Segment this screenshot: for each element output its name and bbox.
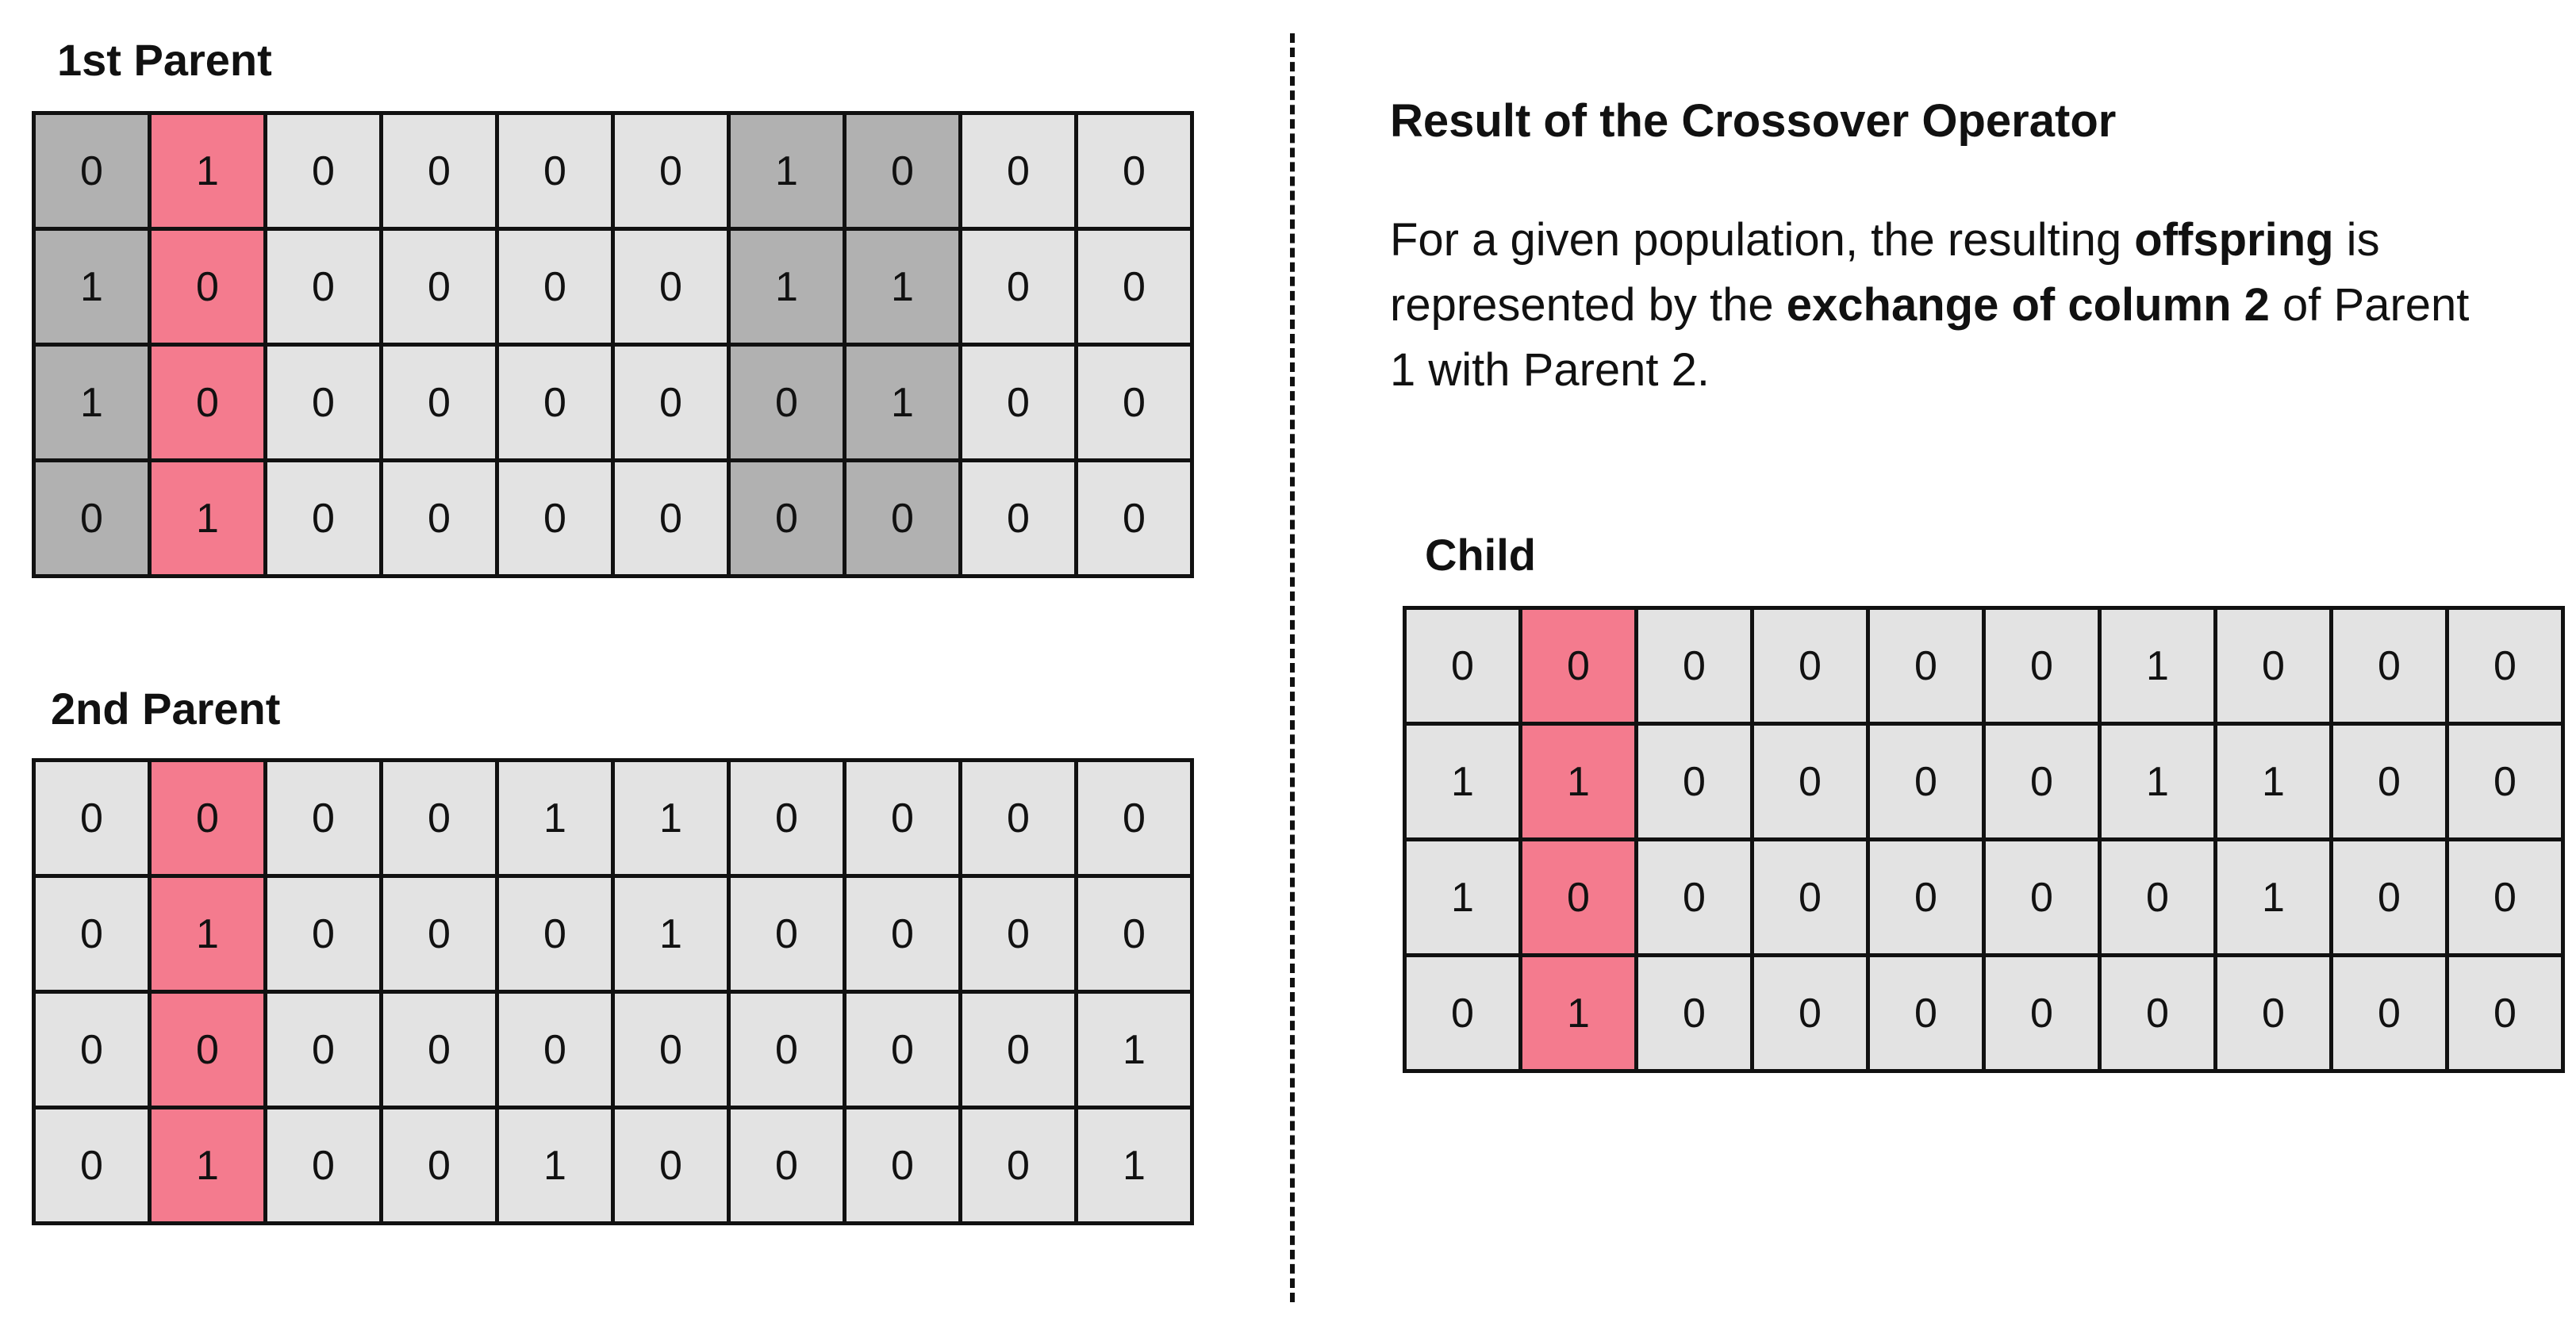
result-text-1: For a given population, the resulting — [1390, 214, 2135, 266]
grid-cell: 0 — [266, 876, 382, 992]
grid-cell: 0 — [382, 992, 497, 1108]
grid-cell: 0 — [1868, 724, 1984, 840]
grid-cell: 0 — [961, 876, 1077, 992]
grid-cell: 0 — [34, 1108, 150, 1224]
grid-row — [34, 461, 1192, 577]
grid-cell: 0 — [1077, 876, 1192, 992]
grid-cell: 0 — [2332, 608, 2447, 724]
grid-cell: 1 — [2100, 724, 2216, 840]
grid-cell: 0 — [1637, 608, 1753, 724]
grid-cell: 0 — [845, 1108, 961, 1224]
grid-cell: 0 — [2332, 840, 2447, 956]
grid-cell: 1 — [845, 345, 961, 461]
grid-cell: 1 — [1077, 1108, 1192, 1224]
grid-row — [34, 345, 1192, 461]
grid-row — [34, 876, 1192, 992]
grid-cell: 0 — [34, 113, 150, 229]
grid-cell: 0 — [613, 1108, 729, 1224]
grid-cell: 0 — [382, 229, 497, 345]
grid-cell: 0 — [845, 876, 961, 992]
grid-cell: 0 — [1405, 608, 1521, 724]
grid-cell: 0 — [729, 761, 845, 876]
grid-cell: 0 — [497, 461, 613, 577]
grid-cell: 0 — [266, 761, 382, 876]
grid-row — [34, 992, 1192, 1108]
grid-cell: 0 — [2216, 956, 2332, 1071]
grid-cell: 0 — [382, 876, 497, 992]
grid-cell: 0 — [150, 992, 266, 1108]
grid-cell: 0 — [1753, 724, 1868, 840]
grid-cell: 0 — [1637, 840, 1753, 956]
grid-cell: 0 — [497, 345, 613, 461]
grid-cell: 0 — [729, 345, 845, 461]
result-bold-offspring: offspring — [2134, 214, 2334, 266]
grid-cell: 0 — [961, 1108, 1077, 1224]
grid-cell: 0 — [1984, 724, 2100, 840]
grid-cell: 0 — [1753, 608, 1868, 724]
grid-cell: 1 — [34, 345, 150, 461]
grid-cell: 0 — [2216, 608, 2332, 724]
grid-cell: 0 — [34, 992, 150, 1108]
grid-cell: 0 — [729, 461, 845, 577]
grid-row — [34, 761, 1192, 876]
grid-cell: 0 — [613, 992, 729, 1108]
grid-cell: 0 — [961, 229, 1077, 345]
grid-cell: 0 — [729, 992, 845, 1108]
grid-cell: 0 — [497, 876, 613, 992]
grid-cell: 0 — [1077, 113, 1192, 229]
grid-cell: 1 — [613, 876, 729, 992]
grid-cell: 1 — [2100, 608, 2216, 724]
grid-cell: 0 — [34, 461, 150, 577]
grid-cell: 0 — [1753, 956, 1868, 1071]
grid-cell: 0 — [1077, 229, 1192, 345]
grid-cell: 0 — [1984, 608, 2100, 724]
grid-cell: 1 — [150, 113, 266, 229]
grid-cell: 0 — [34, 876, 150, 992]
grid-cell: 0 — [1077, 345, 1192, 461]
grid-cell: 0 — [2447, 956, 2563, 1071]
grid-cell: 0 — [34, 761, 150, 876]
grid-cell: 0 — [613, 113, 729, 229]
grid-cell: 0 — [266, 113, 382, 229]
grid-cell: 0 — [613, 345, 729, 461]
grid-cell: 1 — [1521, 956, 1637, 1071]
grid-cell: 0 — [845, 992, 961, 1108]
grid-cell: 0 — [845, 113, 961, 229]
grid-cell: 0 — [961, 461, 1077, 577]
grid-cell: 0 — [382, 113, 497, 229]
child-title: Child — [1425, 530, 1536, 580]
grid-cell: 0 — [729, 876, 845, 992]
grid-cell: 0 — [1868, 840, 1984, 956]
grid-cell: 0 — [729, 1108, 845, 1224]
grid-cell: 1 — [150, 876, 266, 992]
grid-cell: 0 — [1984, 840, 2100, 956]
grid-cell: 1 — [613, 761, 729, 876]
grid-cell: 0 — [613, 229, 729, 345]
grid-cell: 1 — [497, 761, 613, 876]
parent1-grid — [32, 111, 1194, 578]
result-text-2: is represented by the — [1390, 214, 2380, 331]
grid-cell: 0 — [382, 1108, 497, 1224]
grid-cell: 1 — [729, 113, 845, 229]
grid-cell: 0 — [497, 113, 613, 229]
grid-cell: 0 — [382, 761, 497, 876]
grid-cell: 0 — [1984, 956, 2100, 1071]
grid-cell: 0 — [961, 113, 1077, 229]
grid-cell: 0 — [266, 461, 382, 577]
grid-cell: 0 — [845, 761, 961, 876]
result-text-3: of Parent 1 with Parent 2. — [1390, 279, 2470, 396]
grid-cell: 0 — [497, 229, 613, 345]
child-grid — [1403, 606, 2565, 1073]
grid-cell: 0 — [2332, 724, 2447, 840]
grid-cell: 0 — [2100, 956, 2216, 1071]
grid-cell: 1 — [34, 229, 150, 345]
parent1-title: 1st Parent — [57, 35, 272, 85]
grid-cell: 1 — [150, 1108, 266, 1224]
parent2-grid — [32, 758, 1194, 1225]
grid-cell: 1 — [1521, 724, 1637, 840]
grid-cell: 1 — [497, 1108, 613, 1224]
grid-row — [34, 1108, 1192, 1224]
result-description — [1390, 208, 2501, 403]
grid-cell: 0 — [845, 461, 961, 577]
grid-row — [1405, 956, 2563, 1071]
grid-cell: 0 — [1521, 608, 1637, 724]
grid-cell: 1 — [729, 229, 845, 345]
grid-row — [34, 113, 1192, 229]
grid-cell: 0 — [2100, 840, 2216, 956]
dashed-divider — [1290, 33, 1295, 1302]
grid-cell: 0 — [1753, 840, 1868, 956]
grid-cell: 1 — [150, 461, 266, 577]
grid-cell: 0 — [613, 461, 729, 577]
grid-cell: 0 — [1077, 761, 1192, 876]
result-bold-exchange: exchange of column 2 — [1786, 279, 2270, 331]
grid-cell: 0 — [1637, 956, 1753, 1071]
grid-cell: 0 — [266, 1108, 382, 1224]
grid-cell: 0 — [1521, 840, 1637, 956]
grid-cell: 0 — [1405, 956, 1521, 1071]
grid-cell: 0 — [150, 761, 266, 876]
grid-cell: 0 — [266, 345, 382, 461]
grid-cell: 1 — [1405, 840, 1521, 956]
grid-cell: 0 — [961, 345, 1077, 461]
grid-row — [1405, 608, 2563, 724]
grid-cell: 0 — [497, 992, 613, 1108]
grid-cell: 0 — [1077, 461, 1192, 577]
grid-cell: 1 — [845, 229, 961, 345]
grid-cell: 1 — [1077, 992, 1192, 1108]
grid-cell: 0 — [961, 761, 1077, 876]
grid-cell: 0 — [382, 345, 497, 461]
grid-cell: 0 — [150, 345, 266, 461]
grid-cell: 0 — [1637, 724, 1753, 840]
grid-cell: 0 — [2447, 608, 2563, 724]
grid-cell: 0 — [961, 992, 1077, 1108]
grid-cell: 0 — [2332, 956, 2447, 1071]
grid-cell: 0 — [2447, 724, 2563, 840]
grid-cell: 0 — [1868, 956, 1984, 1071]
grid-cell: 0 — [2447, 840, 2563, 956]
grid-cell: 0 — [1868, 608, 1984, 724]
result-heading: Result of the Crossover Operator — [1390, 95, 2117, 147]
grid-row — [34, 229, 1192, 345]
grid-row — [1405, 724, 2563, 840]
grid-cell: 0 — [266, 992, 382, 1108]
grid-cell: 0 — [382, 461, 497, 577]
grid-row — [1405, 840, 2563, 956]
grid-cell: 0 — [150, 229, 266, 345]
grid-cell: 1 — [2216, 724, 2332, 840]
grid-cell: 1 — [2216, 840, 2332, 956]
grid-cell: 0 — [266, 229, 382, 345]
grid-cell: 1 — [1405, 724, 1521, 840]
parent2-title: 2nd Parent — [51, 684, 281, 734]
